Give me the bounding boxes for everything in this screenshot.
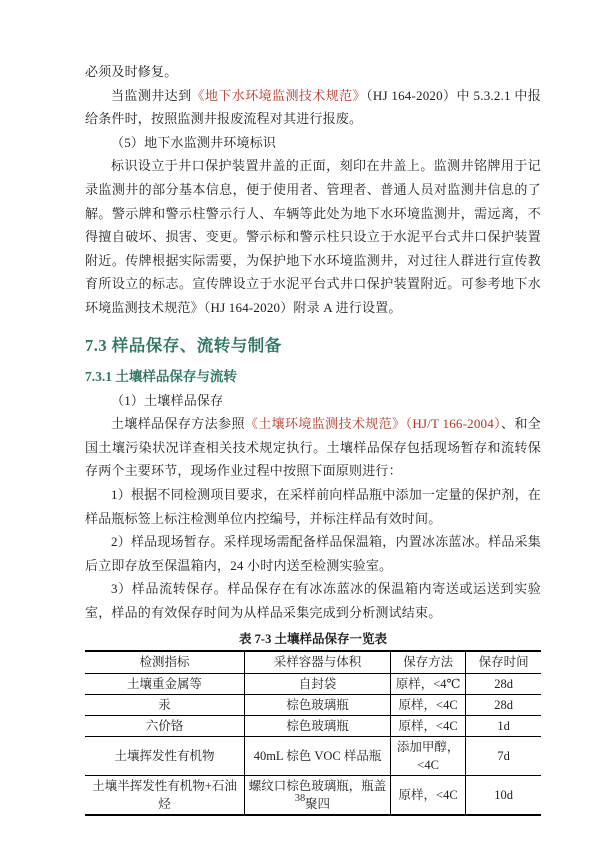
paragraph-text: （HJ 164-2020）中 5.3.2.1 中报给条件时，按照监测井报废流程对其进行报废。 <box>85 87 541 127</box>
paragraph-environment-sign: 标识设立于井口保护装置井盖的正面，刻印在井盖上。监测井铭牌用于记录监测井的部分基本信息，便于使用者、管理者、普通人员对监测井信息的了解。警示牌和警示柱警示行人、车辆等此处为地下水环境监测井，需远离，不得擅自破坏、损害、变更。警示标和警示柱只设立于水泥平台式井口保护装置附近。传牌根据实际需要，为保护地下水环境监测井，对过往人群进行宣传教育所设立的标志。宣传牌设立于水泥平台式井口保护装置附近。可参考地下水环境监测技术规范》（HJ 164-2020）附录 A 进行设置。 <box>85 158 541 315</box>
table-cell: 自封袋 <box>245 673 391 694</box>
table-cell: 原样，<4C <box>391 715 466 736</box>
table-cell: 土壤重金属等 <box>85 673 245 694</box>
table-header-row <box>85 651 541 673</box>
paragraph-rule-1: 1）根据不同检测项目要求，在采样前向样品瓶中添加一定量的保护剂，在样品瓶标签上标注检测单位内控编号，并标注样品有效时间。 <box>85 486 541 526</box>
table-cell: 10d <box>466 776 541 816</box>
paragraph-text: 、和全国土壤污染状况详查相关技术规定执行。土壤样品保存包括现场暂存和流转保存两个主要环节，现场作业过程中按照下面原则进行： <box>85 416 541 479</box>
section-heading-7-3-1: 7.3.1 土壤样品保存与流转 <box>85 368 237 384</box>
table-cell: 汞 <box>85 694 245 715</box>
soil-sample-preservation-table <box>85 650 541 816</box>
page-number: 38 <box>294 793 306 804</box>
table-cell: 原样，<4C <box>391 694 466 715</box>
paragraph-text: 当监测井达到 <box>111 87 192 103</box>
table-row <box>85 736 541 775</box>
table-cell: 1d <box>466 715 541 736</box>
column-header: 采样容器与体积 <box>245 651 391 673</box>
paragraph-repair-continuation: 必须及时修复。 <box>85 64 178 79</box>
table-cell: 螺纹口棕色玻璃瓶，瓶盖聚四 <box>245 776 391 816</box>
document-content <box>85 60 541 816</box>
paragraph-rule-3: 3）样品流转保存。样品保存在有冰冻蓝冰的保温箱内寄送或运送到实验室，样品的有效保存时间为从样品采集完成到分析测试结束。 <box>85 581 541 620</box>
paragraph-text: 土壤样品保存方法参照 <box>111 416 245 432</box>
table-cell: 原样，<4C <box>391 776 466 816</box>
table-cell: 添加甲醇，<4C <box>391 736 466 775</box>
table-cell: 7d <box>466 736 541 775</box>
paragraph-preservation-method <box>85 412 541 483</box>
table-row <box>85 673 541 694</box>
list-item-1-heading: （1）土壤样品保存 <box>111 392 224 408</box>
table-cell: 棕色玻璃瓶 <box>245 694 391 715</box>
table-cell: 28d <box>466 694 541 715</box>
table-cell: 原样，<4℃ <box>391 673 466 694</box>
column-header: 保存方法 <box>391 651 466 673</box>
table-caption: 表 7-3 土壤样品保存一览表 <box>239 632 387 647</box>
table-row <box>85 715 541 736</box>
list-item-5-heading: （5）地下水监测井环境标识 <box>111 134 277 150</box>
table-cell: 土壤挥发性有机物 <box>85 736 245 775</box>
paragraph-rule-2: 2）样品现场暂存。采样现场需配备样品保温箱，内置冰冻蓝冰。样品采集后立即存放至保温箱内，24 小时内送至检测实验室。 <box>85 534 541 573</box>
section-heading-7-3: 7.3 样品保存、流转与制备 <box>85 335 282 355</box>
table-cell: 棕色玻璃瓶 <box>245 715 391 736</box>
table-row <box>85 694 541 715</box>
standard-reference: 《地下水环境监测技术规范》 <box>191 87 366 103</box>
table-cell: 六价铬 <box>85 715 245 736</box>
column-header: 检测指标 <box>139 655 190 670</box>
paragraph-well-scrapping <box>85 84 541 131</box>
standard-reference: 《土壤环境监测技术规范》（HJ/T 166-2004） <box>244 416 502 432</box>
column-header: 保存时间 <box>466 651 541 673</box>
table-cell: 28d <box>466 673 541 694</box>
table-cell: 土壤半挥发性有机物+石油烃 <box>85 776 245 816</box>
table-cell: 40mL 棕色 VOC 样品瓶 <box>245 736 391 775</box>
